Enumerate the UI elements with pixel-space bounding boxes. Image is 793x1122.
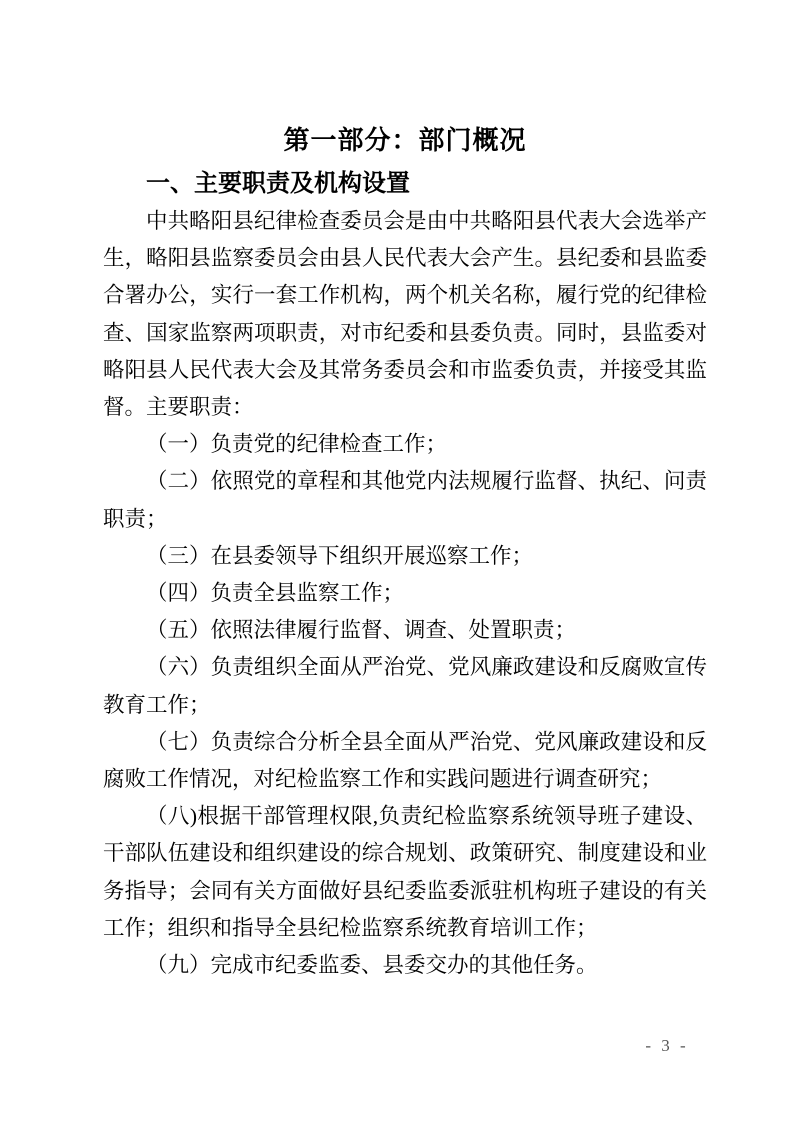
duty-item-6: （六）负责组织全面从严治党、党风廉政建设和反腐败宣传教育工作； (103, 655, 707, 717)
duty-item-5: （五）依照法律履行监督、调查、处置职责； (146, 618, 577, 643)
duty-item-4: （四）负责全县监察工作； (146, 581, 405, 606)
duty-item-9: （九）完成市纪委监委、县委交办的其他任务。 (146, 953, 598, 978)
document-title: 第一部分：部门概况 (283, 126, 527, 155)
duty-item-2: （二）依照党的章程和其他党内法规履行监督、执纪、问责职责； (103, 469, 707, 531)
section-heading: 一、主要职责及机构设置 (146, 170, 410, 197)
document-content (103, 121, 707, 984)
duty-item-7: （七）负责综合分析全县全面从严治党、党风廉政建设和反腐败工作情况，对纪检监察工作和实践问题进行调查研究； (103, 729, 707, 792)
page-number: - 3 - (645, 1036, 689, 1055)
duty-item-3: （三）在县委领导下组织开展巡察工作； (146, 543, 534, 568)
duty-item-8: （八)根据干部管理权限,负责纪检监察系统领导班子建设、干部队伍建设和组织建设的综合规划、政策研究、制度建设和业务指导；会同有关方面做好县纪委监委派驻机构班子建设的有关工作；组织和指导全县纪检监察系统教育培训工作； (103, 804, 707, 940)
duty-item-1: （一）负责党的纪律检查工作； (146, 432, 448, 457)
paragraph-overview: 中共略阳县纪律检查委员会是由中共略阳县代表大会选举产生，略阳县监察委员会由县人民代表大会产生。县纪委和县监委合署办公，实行一套工作机构，两个机关名称，履行党的纪律检查、国家监察两项职责，对市纪委和县委负责。同时，县监委对略阳县人民代表大会及其常务委员会和市监委负责，并接受其监督。主要职责： (103, 209, 707, 420)
